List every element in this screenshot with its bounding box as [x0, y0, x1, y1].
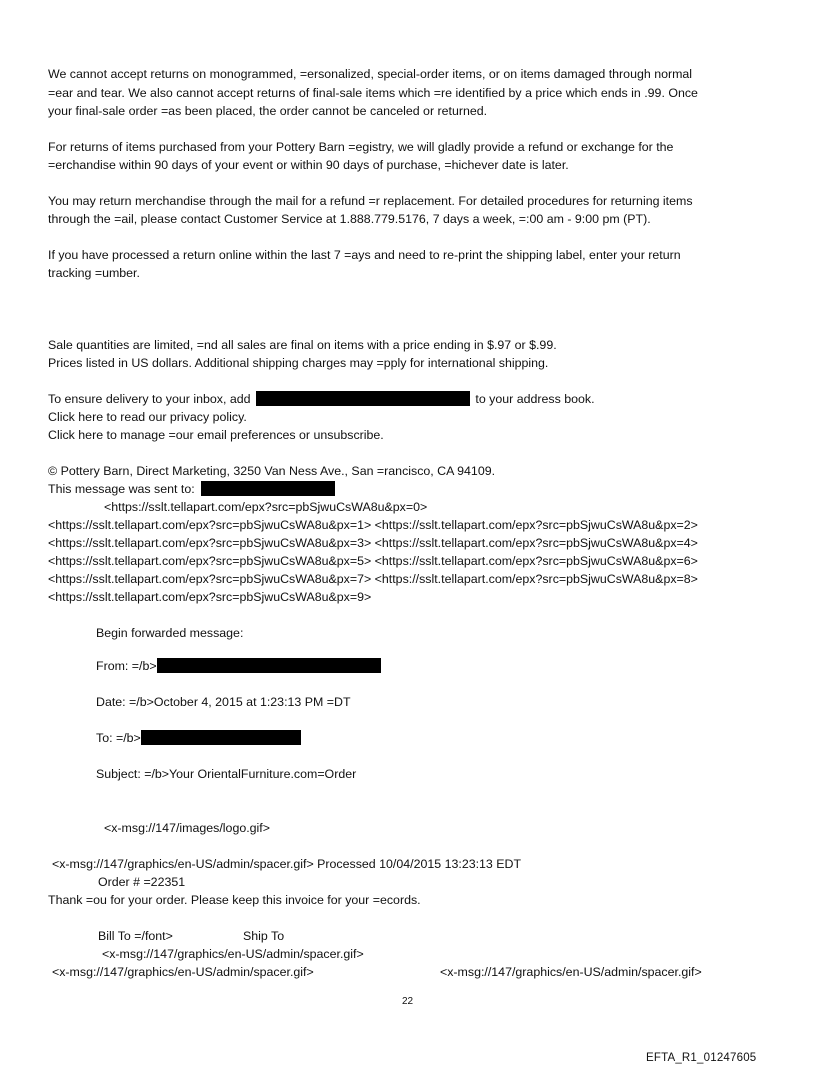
- to-label: To: =/b>: [96, 731, 141, 745]
- returns-p1-line1: We cannot accept returns on monogrammed, =ersonalized, special-order items, or on items damaged through normal: [48, 67, 693, 81]
- bill-to-label: Bill To =/font>: [98, 929, 173, 943]
- thank-you-line: Thank =ou for your order. Please keep this invoice for your =ecords.: [48, 893, 421, 907]
- redacted-recipient: [201, 481, 335, 496]
- spacer-image-ref: <x-msg://147/graphics/en-US/admin/spacer.gif>: [440, 965, 702, 979]
- returns-p2-line1: For returns of items purchased from your Pottery Barn =egistry, we will gladly provide a refund or exchange for the: [48, 140, 674, 154]
- subject-value: Your OrientalFurniture.com=Order: [169, 767, 357, 781]
- tracking-link-line[interactable]: <https://sslt.tellapart.com/epx?src=pbSjwuCsWA8u&px=5> <https://sslt.tellapart.com/epx?src=pbSjwuCsWA8u&px=6>: [48, 554, 698, 568]
- to-line: [96, 730, 301, 746]
- returns-p3-line2: through the =ail, please contact Customer Service at 1.888.779.5176, 7 days a week, =:00 am - 9:00 pm (PT).: [48, 212, 651, 226]
- page-number: 22: [402, 996, 414, 1007]
- spacer-image-ref: <x-msg://147/graphics/en-US/admin/spacer.gif>: [52, 965, 314, 979]
- returns-p4-line2: tracking =umber.: [48, 266, 140, 280]
- redacted-email-address: [256, 391, 470, 406]
- tracking-link-line[interactable]: <https://sslt.tellapart.com/epx?src=pbSjwuCsWA8u&px=1> <https://sslt.tellapart.com/epx?src=pbSjwuCsWA8u&px=2>: [48, 518, 698, 532]
- date-line: [96, 694, 351, 710]
- inbox-suffix: to your address book.: [475, 392, 595, 406]
- manage-preferences-link[interactable]: Click here to manage =our email preferences or unsubscribe.: [48, 428, 384, 442]
- from-label: From: =/b>: [96, 659, 157, 673]
- returns-p4-line1: If you have processed a return online within the last 7 =ays and need to re-print the shipping label, enter your return: [48, 248, 681, 262]
- date-value: October 4, 2015 at 1:23:13 PM =DT: [153, 695, 351, 709]
- spacer-image-ref: <x-msg://147/graphics/en-US/admin/spacer.gif>: [102, 947, 364, 961]
- ship-to-label: Ship To: [243, 929, 285, 943]
- tracking-link-line[interactable]: <https://sslt.tellapart.com/epx?src=pbSjwuCsWA8u&px=9>: [48, 590, 372, 604]
- returns-p2-line2: =erchandise within 90 days of your event or within 90 days of purchase, =hichever date is later.: [48, 158, 569, 172]
- inbox-prefix: To ensure delivery to your inbox, add: [48, 392, 251, 406]
- order-number: Order # =22351: [98, 875, 186, 889]
- subject-label: Subject: =/b>: [96, 767, 170, 781]
- document-id: EFTA_R1_01247605: [646, 1052, 757, 1064]
- date-label: Date: =/b>: [96, 695, 154, 709]
- redacted-recipient-to: [141, 730, 301, 745]
- returns-p1-line3: your final-sale order =as been placed, the order cannot be canceled or returned.: [48, 104, 488, 118]
- returns-p1-line2: =ear and tear. We also cannot accept returns of final-sale items which =re identified by a price which ends in .99. Once: [48, 86, 698, 100]
- tracking-link-line[interactable]: <https://sslt.tellapart.com/epx?src=pbSjwuCsWA8u&px=3> <https://sslt.tellapart.com/epx?src=pbSjwuCsWA8u&px=4>: [48, 536, 698, 550]
- redacted-sender: [157, 658, 381, 673]
- processed-line: <x-msg://147/graphics/en-US/admin/spacer.gif> Processed 10/04/2015 13:23:13 EDT: [52, 857, 522, 871]
- inbox-line: [48, 391, 595, 407]
- sent-to-label: This message was sent to:: [48, 482, 195, 496]
- tracking-link-line[interactable]: <https://sslt.tellapart.com/epx?src=pbSjwuCsWA8u&px=0>: [104, 500, 428, 514]
- sent-to-line: [48, 481, 335, 497]
- tracking-link-line[interactable]: <https://sslt.tellapart.com/epx?src=pbSjwuCsWA8u&px=7> <https://sslt.tellapart.com/epx?src=pbSjwuCsWA8u&px=8>: [48, 572, 698, 586]
- subject-line: [96, 766, 356, 782]
- returns-p3-line1: You may return merchandise through the mail for a refund =r replacement. For detailed procedures for returning items: [48, 194, 693, 208]
- sale-line2: Prices listed in US dollars. Additional shipping charges may =pply for international shipping.: [48, 356, 549, 370]
- forwarded-header: Begin forwarded message:: [96, 626, 244, 640]
- sale-line1: Sale quantities are limited, =nd all sales are final on items with a price ending in $.97 or $.99.: [48, 338, 557, 352]
- privacy-policy-link[interactable]: Click here to read our privacy policy.: [48, 410, 247, 424]
- logo-image-ref: <x-msg://147/images/logo.gif>: [104, 821, 270, 835]
- company-address: © Pottery Barn, Direct Marketing, 3250 Van Ness Ave., San =rancisco, CA 94109.: [48, 464, 496, 478]
- from-line: [96, 658, 381, 674]
